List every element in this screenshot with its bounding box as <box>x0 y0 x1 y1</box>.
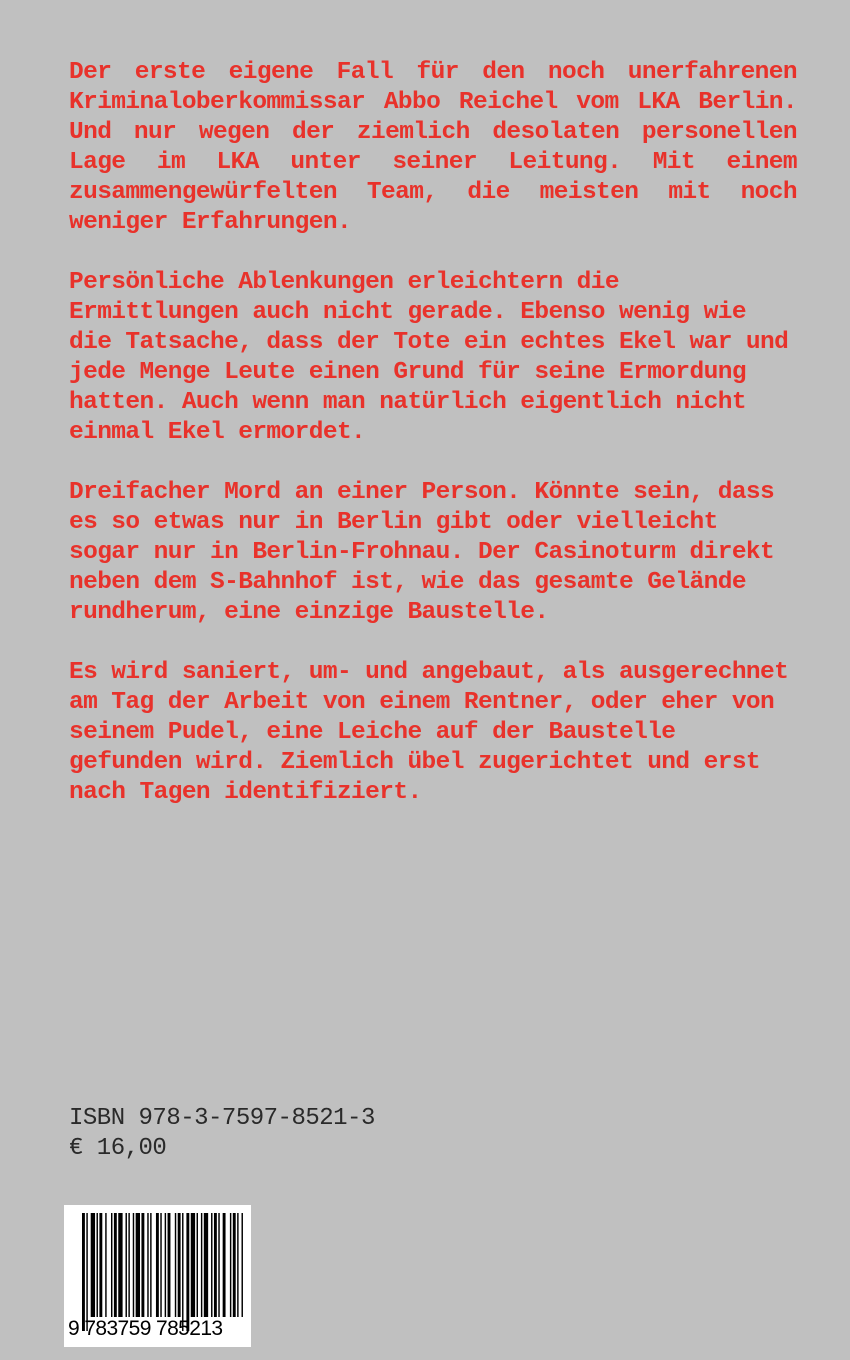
barcode-bar <box>186 1213 189 1331</box>
barcode-digits: 9 783759 785213 <box>68 1317 223 1340</box>
barcode-bar <box>201 1213 202 1317</box>
barcode-bar <box>233 1213 236 1317</box>
barcode-bar <box>111 1213 112 1317</box>
barcode-bar <box>133 1213 134 1317</box>
barcode-bar <box>165 1213 166 1317</box>
barcode-bar <box>197 1213 198 1317</box>
barcode-bar <box>204 1213 208 1317</box>
blurb-paragraph-1: Der erste eigene Fall für den noch unerfahrenen Kriminaloberkommissar Abbo Reichel vom LKA Berlin. Und nur wegen der ziemlich desolaten personellen Lage im LKA unter seiner Leitung. Mit einem zusammengewürfelten Team, die meisten mit noch weniger Erfahrungen. <box>69 59 797 236</box>
isbn-text: ISBN 978-3-7597-8521-3 <box>69 1105 375 1132</box>
barcode-bar <box>237 1213 238 1317</box>
barcode-bar <box>97 1213 98 1317</box>
barcode-bar <box>147 1213 148 1317</box>
blurb-paragraph-2: Persönliche Ablenkungen erleichtern die Ermittlungen auch nicht gerade. Ebenso wenig wie die Tatsache, dass der Tote ein echtes Ekel war und jede Menge Leute einen Grund für seine Ermordung hatten. Auch wenn man natürlich eigentlich nicht einmal Ekel ermordet. <box>69 269 789 446</box>
barcode-bar <box>230 1213 231 1317</box>
barcode-bar <box>128 1213 129 1317</box>
barcode-bar <box>160 1213 161 1317</box>
barcode-bar <box>214 1213 217 1317</box>
barcode-bar <box>150 1213 151 1317</box>
barcode-bar <box>126 1213 127 1317</box>
barcode-bar <box>105 1213 106 1317</box>
barcode-bar <box>86 1213 87 1331</box>
price-text: € 16,00 <box>69 1135 167 1162</box>
barcode-bar <box>136 1213 140 1317</box>
barcode-bar <box>168 1213 171 1317</box>
barcode-bar <box>211 1213 212 1317</box>
barcode-bar <box>182 1213 183 1331</box>
barcode-bar <box>242 1213 243 1317</box>
barcode-bar <box>82 1213 85 1331</box>
barcode-bar <box>118 1213 122 1317</box>
barcode-bar <box>218 1213 219 1317</box>
barcode-bar <box>175 1213 176 1317</box>
barcode-bar <box>114 1213 117 1317</box>
blurb-paragraph-3: Dreifacher Mord an einer Person. Könnte sein, dass es so etwas nur in Berlin gibt oder vielleicht sogar nur in Berlin-Frohnau. Der Casinoturm direkt neben dem S-Bahnhof ist, wie das gesamte Gelände rundherum, eine einzige Baustelle. <box>69 479 775 626</box>
barcode-bar <box>223 1213 226 1317</box>
blurb-paragraph-4: Es wird saniert, um- und angebaut, als ausgerechnet am Tag der Arbeit von einem Rentner, oder eher von seinem Pudel, eine Leiche auf der Baustelle gefunden wird. Ziemlich übel zugerichtet und erst nach Tagen identifiziert. <box>69 659 789 806</box>
barcode-bar <box>91 1213 95 1317</box>
barcode-bar <box>156 1213 159 1317</box>
barcode-bar <box>191 1213 195 1317</box>
barcode-bar <box>141 1213 144 1317</box>
book-meta <box>69 1104 375 1164</box>
barcode <box>64 1205 251 1347</box>
barcode-bar <box>178 1213 181 1317</box>
back-cover-blurb <box>69 58 797 838</box>
barcode-bar <box>99 1213 102 1317</box>
